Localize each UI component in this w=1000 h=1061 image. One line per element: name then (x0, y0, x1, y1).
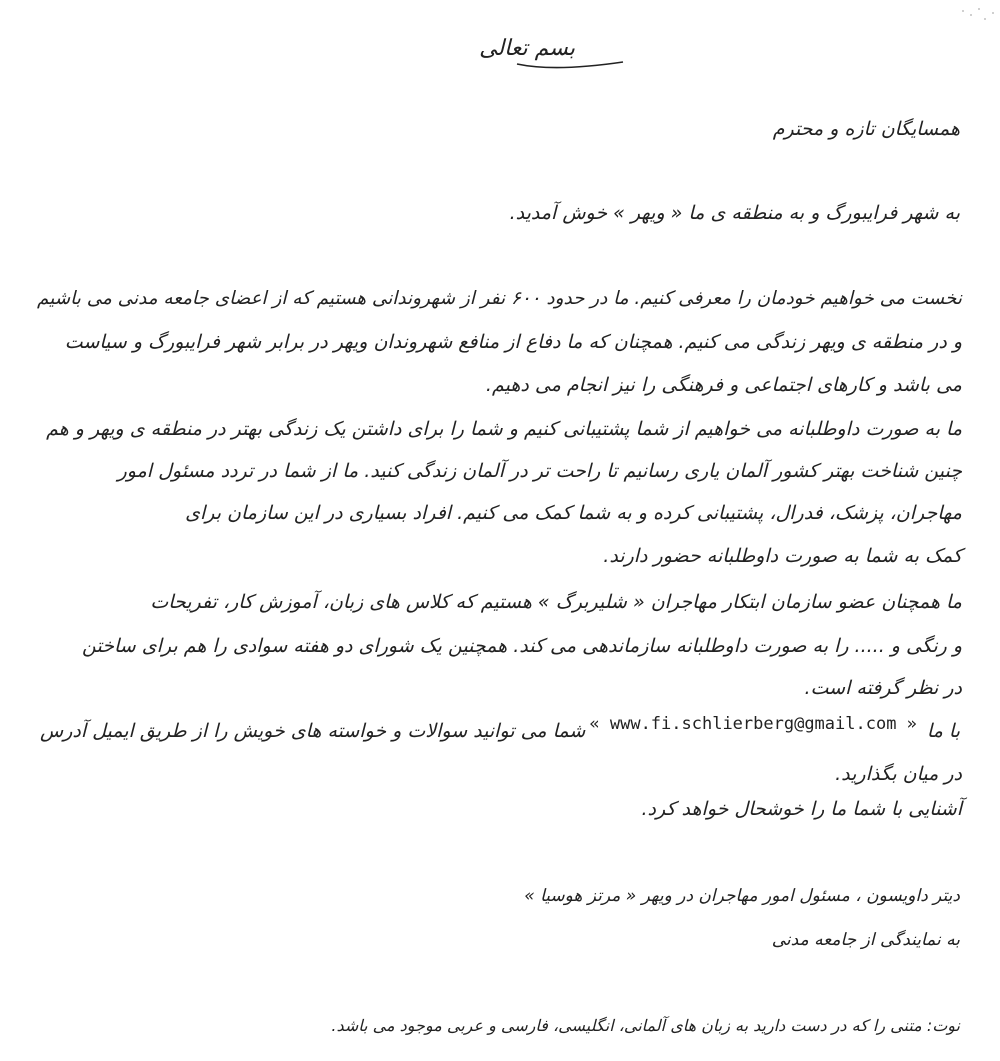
paragraph-1-line-1: نخست می خواهیم خودمان را معرفی کنیم. ما در حدود ۶۰۰ نفر از شهروندانی هستیم که از اعضای جامعه مدنی می باشیم (37, 288, 962, 309)
paragraph-3-line-1: ما همچنان عضو سازمان ابتکار مهاجران « شلیربرگ » هستیم که کلاس های زبان، آموزش کار، تفریحات (150, 591, 962, 613)
signature-line-2: به نمایندگی از جامعه مدنی (771, 930, 960, 950)
contact-email[interactable]: « www.fi.schlierberg@gmail.com » (589, 714, 917, 734)
paragraph-2-line-3: مهاجران، پزشک، فدرال، پشتیبانی کرده و به شما کمک می کنیم. افراد بسیاری در این سازمان برای (185, 502, 962, 524)
paragraph-4-line-2: در میان بگذارید. (835, 763, 962, 785)
heading-underline (515, 58, 625, 72)
letter-heading: بسم تعالی (479, 36, 575, 61)
paragraph-1-line-3: می باشد و کارهای اجتماعی و فرهنگی را نیز انجام می دهیم. (485, 374, 962, 396)
scan-speck (962, 10, 964, 12)
welcome-line: به شهر فرایبورگ و به منطقه ی ما « ویهر » خوش آمدید. (509, 202, 960, 224)
scan-speck (978, 8, 980, 10)
paragraph-4-before-email: شما می توانید سوالات و خواسته های خویش را از طریق ایمیل آدرس (40, 720, 586, 742)
footnote: نوت: متنی را که در دست دارید به زبان های آلمانی، انگلیسی، فارسی و عربی موجود می باشد. (331, 1016, 960, 1035)
scan-speck (992, 12, 994, 14)
signature-line-1: دیتر داویسون ، مسئول امور مهاجران در ویهر « مرتز هوسیا » (524, 886, 960, 906)
paragraph-2-line-4: کمک به شما به صورت داوطلبانه حضور دارند. (603, 545, 962, 567)
scan-speck (984, 18, 986, 20)
closing-line: آشنایی با شما ما را خوشحال خواهد کرد. (641, 798, 962, 820)
paragraph-4-after-email: با ما (926, 720, 960, 742)
paragraph-3-line-2: و رنگی و ..... را به صورت داوطلبانه سازماندهی می کند. همچنین یک شورای دو هفته سوادی را هم برای ساختن (82, 635, 962, 657)
paragraph-2-line-1: ما به صورت داوطلبانه می خواهیم از شما پشتیبانی کنیم و شما را برای داشتن یک زندگی بهتر در منطقه ی ویهر و هم (46, 418, 962, 440)
paragraph-2-line-2: چنین شناخت بهتر کشور آلمان یاری رسانیم تا راحت تر در آلمان زندگی کنید. ما از شما در تردد مسئول امور (117, 460, 962, 482)
scan-speck (970, 14, 972, 16)
paragraph-3-line-3: در نظر گرفته است. (804, 677, 962, 699)
salutation: همسایگان تازه و محترم (772, 118, 960, 140)
paragraph-1-line-2: و در منطقه ی ویهر زندگی می کنیم. همچنان که ما دفاع از منافع شهروندان ویهر در برابر شهر فرایبورگ و سیاست (64, 331, 962, 353)
